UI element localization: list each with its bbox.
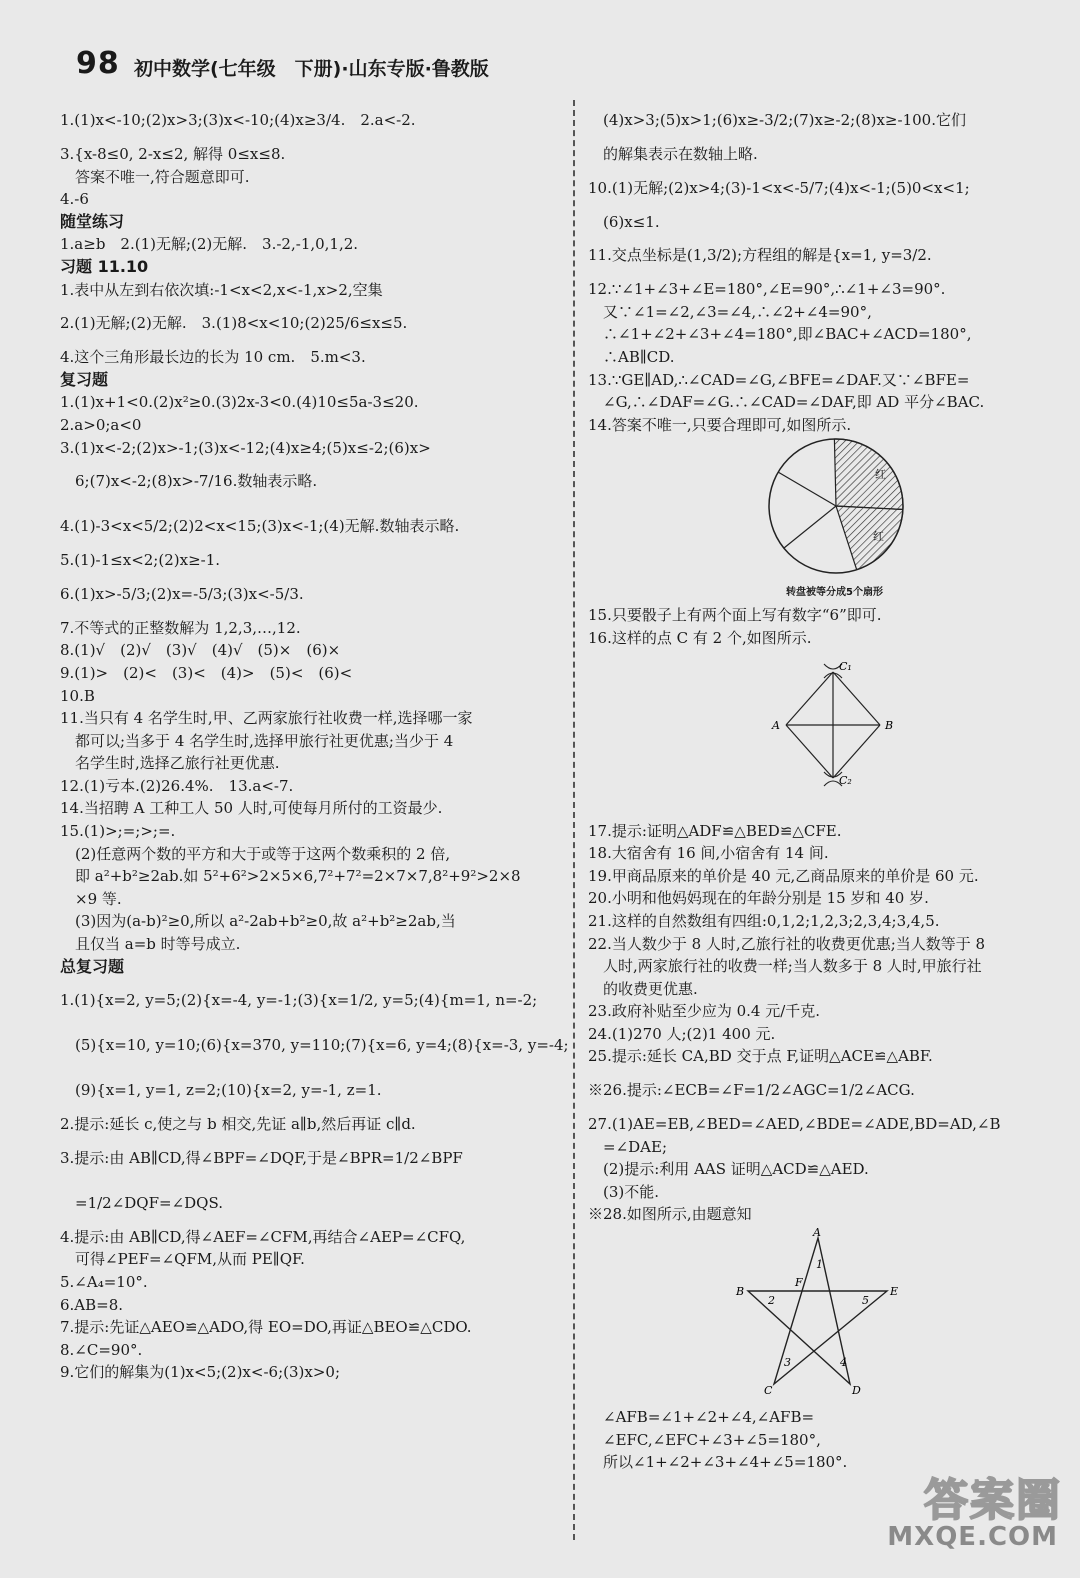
point-a-label: A — [772, 718, 780, 732]
answer-line: 25.提示:延长 CA,BD 交于点 F,证明△ACE≌△ABF. — [588, 1047, 933, 1066]
answers-15-16 — [588, 604, 1078, 649]
answer-line: 2.a>0;a<0 — [60, 415, 142, 434]
point-c-label: C — [764, 1384, 773, 1398]
sector-line — [784, 506, 836, 548]
answer-line: 7.不等式的正整数解为 1,2,3,…,12. — [60, 618, 301, 637]
rhombus-diagram — [588, 650, 1078, 820]
column-divider — [573, 100, 575, 1540]
answer-line: 3.{x-8≤0, 2-x≤2, 解得 0≤x≤8. — [60, 145, 286, 163]
answer-line: 3.(1)x<-2;(2)x>-1;(3)x<-12;(4)x≥4;(5)x≤-2;(6)x> — [60, 438, 431, 457]
section-heading: 总复习题 — [60, 956, 125, 976]
answer-line: 5.∠A₄=10°. — [60, 1273, 148, 1291]
answer-line: 6.(1)x>-5/3;(2)x=-5/3;(3)x<-5/3. — [60, 584, 304, 603]
answer-line: 14.答案不唯一,只要合理即可,如图所示. — [588, 415, 852, 434]
answer-line: 11.交点坐标是(1,3/2);方程组的解是{x=1, y=3/2. — [588, 246, 932, 265]
answer-line: 10.B — [60, 686, 95, 705]
watermark-url: MXQE.COM — [887, 1522, 1058, 1552]
answers-17-to-28 — [588, 820, 1078, 1227]
answer-line: 所以∠1+∠2+∠3+∠4+∠5=180°. — [588, 1453, 848, 1472]
page-number: 98 — [76, 46, 120, 81]
answer-line: 即 a²+b²≥2ab.如 5²+6²>2×5×6,7²+7²=2×7×7,8²+9²>2×8 — [60, 867, 521, 886]
answer-line: 名学生时,选择乙旅行社更优惠. — [60, 754, 280, 773]
answer-line: ∴∠1+∠2+∠3+∠4=180°,即∠BAC+∠ACD=180°, — [588, 325, 972, 344]
point-d-label: D — [852, 1384, 861, 1398]
answer-line: 1.(1){x=2, y=5;(2){x=-4, y=-1;(3){x=1/2, y=5;(4){m=1, n=-2; — [60, 991, 538, 1010]
answer-line: 13.∵GE∥AD,∴∠CAD=∠G,∠BFE=∠DAF.又∵∠BFE= — [588, 370, 970, 389]
answer-line: 可得∠PEF=∠QFM,从而 PE∥QF. — [60, 1250, 305, 1269]
answer-line: (9){x=1, y=1, z=2;(10){x=2, y=-1, z=1. — [60, 1081, 382, 1100]
answer-line: 5.(1)-1≤x<2;(2)x≥-1. — [60, 551, 221, 570]
segment — [833, 672, 880, 725]
answer-line: (2)提示:利用 AAS 证明△ACD≌△AED. — [588, 1160, 869, 1179]
answer-line: 4.这个三角形最长边的长为 10 cm. 5.m<3. — [60, 348, 366, 367]
left-column — [60, 98, 569, 1384]
star-diagram — [588, 1226, 1078, 1406]
answer-line: 15.只要骰子上有两个面上写有数字“6”即可. — [588, 606, 882, 625]
answer-line: 4.提示:由 AB∥CD,得∠AEF=∠CFM,再结合∠AEP=∠CFQ, — [60, 1227, 466, 1246]
answer-line: 4.-6 — [60, 190, 89, 209]
answer-line: 19.甲商品原来的单价是 40 元,乙商品原来的单价是 60 元. — [588, 866, 979, 885]
section-heading: 复习题 — [60, 369, 109, 389]
answer-line: 27.(1)AE=EB,∠BED=∠AED,∠BDE=∠ADE,BD=AD,∠B — [588, 1115, 1001, 1134]
answer-line: 8.∠C=90°. — [60, 1340, 143, 1359]
answer-line: ∠G,∴∠DAF=∠G.∴∠CAD=∠DAF,即 AD 平分∠BAC. — [588, 393, 985, 412]
star-figure — [588, 1226, 1078, 1406]
point-a-label: A — [813, 1226, 821, 1240]
answer-line: 8.(1)√ (2)√ (3)√ (4)√ (5)× (6)× — [60, 641, 341, 660]
answer-line: 答案不唯一,符合题意即可. — [60, 167, 250, 186]
point-e-label: E — [890, 1285, 899, 1299]
answer-line: 18.大宿舍有 16 间,小宿舍有 14 间. — [588, 844, 829, 863]
point-b-label: B — [885, 718, 894, 732]
watermark-logo — [862, 1464, 1062, 1564]
answer-line: (3)不能. — [588, 1182, 660, 1201]
watermark-text: 答案圈 — [924, 1475, 1062, 1526]
right-column — [588, 98, 1078, 1474]
answer-line: 10.(1)无解;(2)x>4;(3)-1<x<-5/7;(4)x<-1;(5)0<x<1; — [588, 178, 970, 197]
answer-line: 1.表中从左到右依次填:-1<x<2,x<-1,x>2,空集 — [60, 280, 383, 299]
answer-line: 22.当人数少于 8 人时,乙旅行社的收费更优惠;当人数等于 8 — [588, 934, 986, 953]
answer-line: (6)x≤1. — [588, 212, 660, 231]
answer-line: ∠EFC,∠EFC+∠3+∠5=180°, — [588, 1430, 821, 1449]
answer-line: 2.(1)无解;(2)无解. 3.(1)8<x<10;(2)25/6≤x≤5. — [60, 314, 408, 333]
red-sector-1 — [834, 439, 903, 510]
answer-line: 12.∵∠1+∠3+∠E=180°,∠E=90°,∴∠1+∠3=90°. — [588, 280, 946, 299]
section-heading: 随堂练习 — [60, 211, 125, 231]
segment — [833, 725, 880, 778]
sector-label-red: 红 — [873, 530, 884, 544]
answer-line: 20.小明和他妈妈现在的年龄分别是 15 岁和 40 岁. — [588, 889, 929, 908]
point-c1-label: C₁ — [839, 659, 852, 673]
book-title: 初中数学(七年级 下册)·山东专版·鲁教版 — [134, 58, 489, 80]
answer-line: 6.AB=8. — [60, 1295, 124, 1314]
answer-line: 21.这样的自然数组有四组:0,1,2;1,2,3;2,3,4;3,4,5. — [588, 911, 940, 930]
spinner-diagram — [588, 436, 1078, 604]
figure-caption: 转盘被等分成5个扇形 — [786, 587, 883, 599]
angle-3-label: 3 — [784, 1356, 791, 1370]
answer-line: =1/2∠DQF=∠DQS. — [60, 1193, 223, 1212]
spinner-figure — [588, 436, 1078, 604]
answer-line: 1.a≥b 2.(1)无解;(2)无解. 3.-2,-1,0,1,2. — [60, 235, 359, 254]
answer-line: 且仅当 a=b 时等号成立. — [60, 935, 241, 954]
segment — [786, 725, 833, 778]
answer-line: 人时,两家旅行社的收费一样;当人数多于 8 人时,甲旅行社 — [588, 957, 982, 976]
sector-label-red: 红 — [875, 468, 886, 482]
answer-line: 7.提示:先证△AEO≌△ADO,得 EO=DO,再证△BEO≌△CDO. — [60, 1318, 472, 1337]
section-heading: 习题 11.10 — [60, 256, 149, 276]
answer-line: 都可以;当多于 4 名学生时,选择甲旅行社更优惠;当少于 4 — [60, 731, 454, 750]
answer-line: 24.(1)270 人;(2)1 400 元. — [588, 1024, 776, 1043]
answer-line: 1.(1)x<-10;(2)x>3;(3)x<-10;(4)x≥3/4. 2.a<-2. — [60, 111, 416, 129]
answer-line: 9.它们的解集为(1)x<5;(2)x<-6;(3)x>0; — [60, 1363, 340, 1382]
answer-line: (4)x>3;(5)x>1;(6)x≥-3/2;(7)x≥-2;(8)x≥-100.它们 — [588, 111, 966, 129]
answer-line: ※28.如图所示,由题意知 — [588, 1205, 752, 1224]
answer-line: 11.当只有 4 名学生时,甲、乙两家旅行社收费一样,选择哪一家 — [60, 709, 473, 728]
answer-line: (3)因为(a-b)²≥0,所以 a²-2ab+b²≥0,故 a²+b²≥2ab,当 — [60, 912, 456, 931]
answer-line: 3.提示:由 AB∥CD,得∠BPF=∠DQF,于是∠BPR=1/2∠BPF — [60, 1148, 463, 1167]
answer-line: (5){x=10, y=10;(6){x=370, y=110;(7){x=6, y=4;(8){x=-3, y=-4; — [60, 1036, 569, 1055]
answer-line: 9.(1)> (2)< (3)< (4)> (5)< (6)< — [60, 663, 353, 682]
answer-line: ×9 等. — [60, 889, 122, 908]
point-f-label: F — [795, 1276, 803, 1290]
angle-1-label: 1 — [816, 1258, 823, 1272]
point-c2-label: C₂ — [839, 773, 852, 787]
answer-line: 的收费更优惠. — [588, 979, 698, 998]
rhombus-figure — [588, 650, 1078, 820]
angle-5-label: 5 — [862, 1294, 869, 1308]
answer-line: 14.当招聘 A 工种工人 50 人时,可使每月所付的工资最少. — [60, 799, 443, 818]
answers-9-to-14 — [588, 98, 1078, 436]
angle-2-label: 2 — [768, 1294, 775, 1308]
answer-line: 2.提示:延长 c,使之与 b 相交,先证 a∥b,然后再证 c∥d. — [60, 1115, 416, 1134]
page-header — [76, 46, 1056, 86]
answer-line: 4.(1)-3<x<5/2;(2)2<x<15;(3)x<-1;(4)无解.数轴表示略. — [60, 517, 460, 536]
answer-line: 又∵∠1=∠2,∠3=∠4,∴∠2+∠4=90°, — [588, 302, 872, 321]
answer-line: 15.(1)>;=;>;=. — [60, 822, 176, 841]
answer-line: 17.提示:证明△ADF≌△BED≌△CFE. — [588, 821, 842, 840]
answer-line: 16.这样的点 C 有 2 个,如图所示. — [588, 628, 812, 647]
red-sector-2 — [836, 506, 903, 570]
answer-line: 23.政府补贴至少应为 0.4 元/千克. — [588, 1002, 821, 1021]
answer-line: ※26.提示:∠ECB=∠F=1/2∠AGC=1/2∠ACG. — [588, 1081, 915, 1100]
answer-line: =∠DAE; — [588, 1137, 667, 1156]
answer-line: 1.(1)x+1<0.(2)x²≥0.(3)2x-3<0.(4)10≤5a-3≤20. — [60, 393, 419, 412]
answer-line: ∴AB∥CD. — [588, 347, 675, 366]
segment — [786, 672, 833, 725]
point-b-label: B — [736, 1285, 745, 1299]
answer-line: ∠AFB=∠1+∠2+∠4,∠AFB= — [588, 1408, 815, 1427]
answer-line: 的解集表示在数轴上略. — [588, 145, 758, 163]
sector-line — [778, 472, 836, 506]
answer-line: 6;(7)x<-2;(8)x>-7/16.数轴表示略. — [60, 472, 318, 491]
answer-line: 12.(1)亏本.(2)26.4%. 13.a<-7. — [60, 776, 294, 795]
angle-4-label: 4 — [840, 1356, 847, 1370]
answer-line: (2)任意两个数的平方和大于或等于这两个数乘积的 2 倍, — [60, 844, 451, 863]
